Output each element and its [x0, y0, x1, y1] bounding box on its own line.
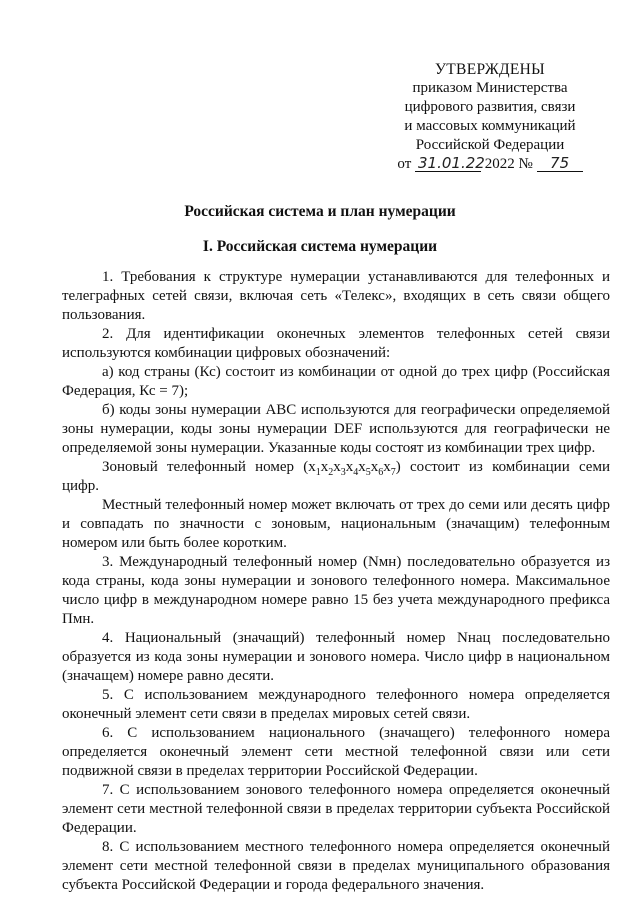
zone-x: x [333, 459, 341, 475]
zone-formula [308, 459, 396, 478]
zone-text-pre: Зоновый телефонный номер ( [102, 459, 309, 475]
paragraph-zone-number [62, 458, 610, 496]
approval-heading: УТВЕРЖДЕНЫ [435, 61, 545, 78]
approval-line-2: цифрового развития, связи [404, 99, 576, 115]
zone-x: x [358, 459, 366, 475]
zone-text-post: ) состоит из комбинации семи цифр. [62, 459, 610, 494]
order-year: 2022 № [484, 156, 533, 172]
approval-line-3: и массовых коммуникаций [404, 118, 576, 134]
paragraph-6: 6. С использованием национального (значащего) телефонного номера определяется оконечный элемент сети местной телефонной связи или сети подвижной связи в пределах территории Российской Федерации. [62, 725, 610, 779]
zone-sub: 1 [315, 467, 321, 478]
paragraph-2: 2. Для идентификации оконечных элементов телефонных сетей связи используются комбинации цифровых обозначений: [62, 326, 610, 361]
paragraph-3: 3. Международный телефонный номер (Nмн) последовательно образуется из кода страны, кода зоны нумерации и зонового телефонного номера. Максимальное число цифр в международном номере равно 15 без учета международного префикса Пмн. [62, 554, 610, 627]
paragraph-1: 1. Требования к структуре нумерации устанавливаются для телефонных и телеграфных сетей связи, включая сеть «Телекс», входящих в сеть связи общего пользования. [62, 269, 610, 323]
order-line [390, 155, 590, 174]
document-body [62, 268, 610, 895]
paragraph-local-number: Местный телефонный номер может включать от трех до семи или десять цифр и совпадать по значности с зоновым, национальным (значащим) телефонным номером или быть более коротким. [62, 497, 610, 551]
approval-stamp [390, 60, 590, 174]
document-title: Российская система и план нумерации [184, 203, 456, 220]
zone-sub: 5 [365, 467, 371, 478]
zone-x: x [308, 459, 316, 475]
zone-x: x [383, 459, 391, 475]
paragraph-2b: б) коды зоны нумерации ABC используются для географически определяемой зоны нумерации, коды зоны нумерации DEF используются для географически не определяемой зоны нумерации. Указанные коды состоят из комбинации трех цифр. [62, 402, 610, 456]
approval-line-1: приказом Министерства [412, 80, 568, 96]
paragraph-5: 5. С использованием международного телефонного номера определяется оконечный элемент сети связи в пределах мировых сетей связи. [62, 687, 610, 722]
section-title: I. Российская система нумерации [202, 238, 438, 255]
order-prefix: от [397, 156, 412, 172]
order-date-handwritten: 31.01.22 [415, 155, 481, 172]
paragraph-7: 7. С использованием зонового телефонного номера определяется оконечный элемент сети местной телефонной связи в пределах территории субъекта Российской Федерации. [62, 782, 610, 836]
zone-sub: 4 [353, 467, 359, 478]
zone-x: x [370, 459, 379, 475]
zone-sub: 2 [328, 467, 334, 478]
paragraph-8: 8. С использованием местного телефонного номера определяется оконечный элемент сети местной телефонной связи в пределах муниципального образования субъекта Российской Федерации и города федерального значения. [62, 839, 610, 893]
zone-sub: 7 [390, 467, 396, 478]
zone-x: x [345, 459, 354, 475]
paragraph-4: 4. Национальный (значащий) телефонный номер Nнац последовательно образуется из кода зоны нумерации и зонового номера. Число цифр в национальном (значащем) номере равно десяти. [62, 630, 610, 684]
zone-sub: 3 [340, 467, 346, 478]
paragraph-2a: а) код страны (Кс) состоит из комбинации от одной до трех цифр (Российская Федерация, Кс = 7); [62, 364, 610, 399]
zone-x: x [320, 459, 329, 475]
order-number-handwritten: 75 [537, 155, 583, 172]
approval-line-4: Российской Федерации [415, 137, 565, 153]
zone-sub: 6 [378, 467, 384, 478]
